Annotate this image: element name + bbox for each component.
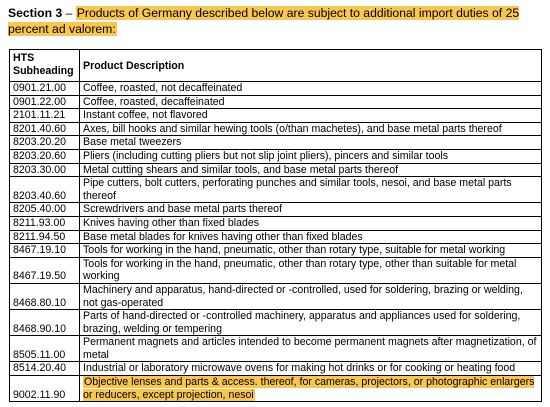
product-description-cell: Base metal blades for knives having other than fixed blades (80, 230, 542, 244)
product-description-cell: Coffee, roasted, not decaffeinated (80, 82, 542, 96)
section-label: Section 3 (8, 6, 63, 20)
column-header-hts-subheading: HTS Subheading (10, 50, 80, 82)
table-row (10, 82, 542, 96)
table-row (10, 376, 542, 402)
highlighted-description: Objective lenses and parts & access. thereof, for cameras, projectors, or photographic enlargers or reducers, except projection, nesoi (83, 376, 535, 401)
table-row (10, 216, 542, 230)
tariff-table (9, 49, 542, 402)
product-description-cell: Industrial or laboratory microwave ovens for making hot drinks or for cooking or heating food (80, 362, 542, 376)
hts-code-cell: 8468.90.10 (10, 310, 80, 336)
product-description-cell: Pipe cutters, bolt cutters, perforating punches and similar tools, nesoi, and base metal parts thereof (80, 177, 542, 203)
table-header-row (10, 50, 542, 82)
table-row (10, 95, 542, 109)
hts-code-cell: 8203.40.60 (10, 177, 80, 203)
table-row (10, 149, 542, 163)
table-row (10, 122, 542, 136)
table-row (10, 109, 542, 123)
product-description-cell: Instant coffee, not flavored (80, 109, 542, 123)
product-description-cell: Tools for working in the hand, pneumatic, other than rotary type, other than suitable for metal working (80, 257, 542, 283)
hts-code-cell: 8201.40.60 (10, 122, 80, 136)
hts-code-cell: 8205.40.00 (10, 203, 80, 217)
section-separator: – (62, 6, 76, 20)
product-description-cell (80, 376, 542, 402)
hts-code-cell: 8203.30.00 (10, 163, 80, 177)
product-description-cell: Permanent magnets and articles intended to become permanent magnets after magnetization, of metal (80, 336, 542, 362)
product-description-cell: Pliers (including cutting pliers but not slip joint pliers), pincers and similar tools (80, 149, 542, 163)
column-header-product-description: Product Description (80, 50, 542, 82)
table-row (10, 257, 542, 283)
hts-code-cell: 0901.21.00 (10, 82, 80, 96)
hts-code-cell: 8505.11.00 (10, 336, 80, 362)
table-row (10, 177, 542, 203)
product-description-cell: Knives having other than fixed blades (80, 216, 542, 230)
table-row (10, 244, 542, 258)
table-row (10, 283, 542, 309)
hts-code-cell: 9002.11.90 (10, 376, 80, 402)
hts-code-cell: 8211.93.00 (10, 216, 80, 230)
hts-code-cell: 0901.22.00 (10, 95, 80, 109)
product-description-cell: Machinery and apparatus, hand-directed or -controlled, used for soldering, brazing or welding, not gas-operated (80, 283, 542, 309)
product-description-cell: Screwdrivers and base metal parts thereof (80, 203, 542, 217)
table-row (10, 163, 542, 177)
table-row (10, 362, 542, 376)
table-row (10, 136, 542, 150)
product-description-cell: Metal cutting shears and similar tools, and base metal parts thereof (80, 163, 542, 177)
hts-code-cell: 8468.80.10 (10, 283, 80, 309)
product-description-cell: Parts of hand-directed or -controlled machinery, apparatus and appliances used for soldering, brazing, welding or tempering (80, 310, 542, 336)
product-description-cell: Coffee, roasted, decaffeinated (80, 95, 542, 109)
product-description-cell: Base metal tweezers (80, 136, 542, 150)
table-row (10, 310, 542, 336)
hts-code-cell: 8211.94.50 (10, 230, 80, 244)
table-row (10, 203, 542, 217)
section-heading (8, 6, 542, 37)
hts-code-cell: 8467.19.10 (10, 244, 80, 258)
hts-code-cell: 8203.20.20 (10, 136, 80, 150)
section-heading-text: Products of Germany described below are subject to additional import duties of 25 percent ad valorem: (8, 6, 520, 36)
hts-code-cell: 8514.20.40 (10, 362, 80, 376)
hts-code-cell: 2101.11.21 (10, 109, 80, 123)
hts-code-cell: 8203.20.60 (10, 149, 80, 163)
product-description-cell: Axes, bill hooks and similar hewing tools (o/than machetes), and base metal parts thereof (80, 122, 542, 136)
table-row (10, 230, 542, 244)
hts-code-cell: 8467.19.50 (10, 257, 80, 283)
table-row (10, 336, 542, 362)
table-body (10, 82, 542, 402)
product-description-cell: Tools for working in the hand, pneumatic, other than rotary type, suitable for metal working (80, 244, 542, 258)
